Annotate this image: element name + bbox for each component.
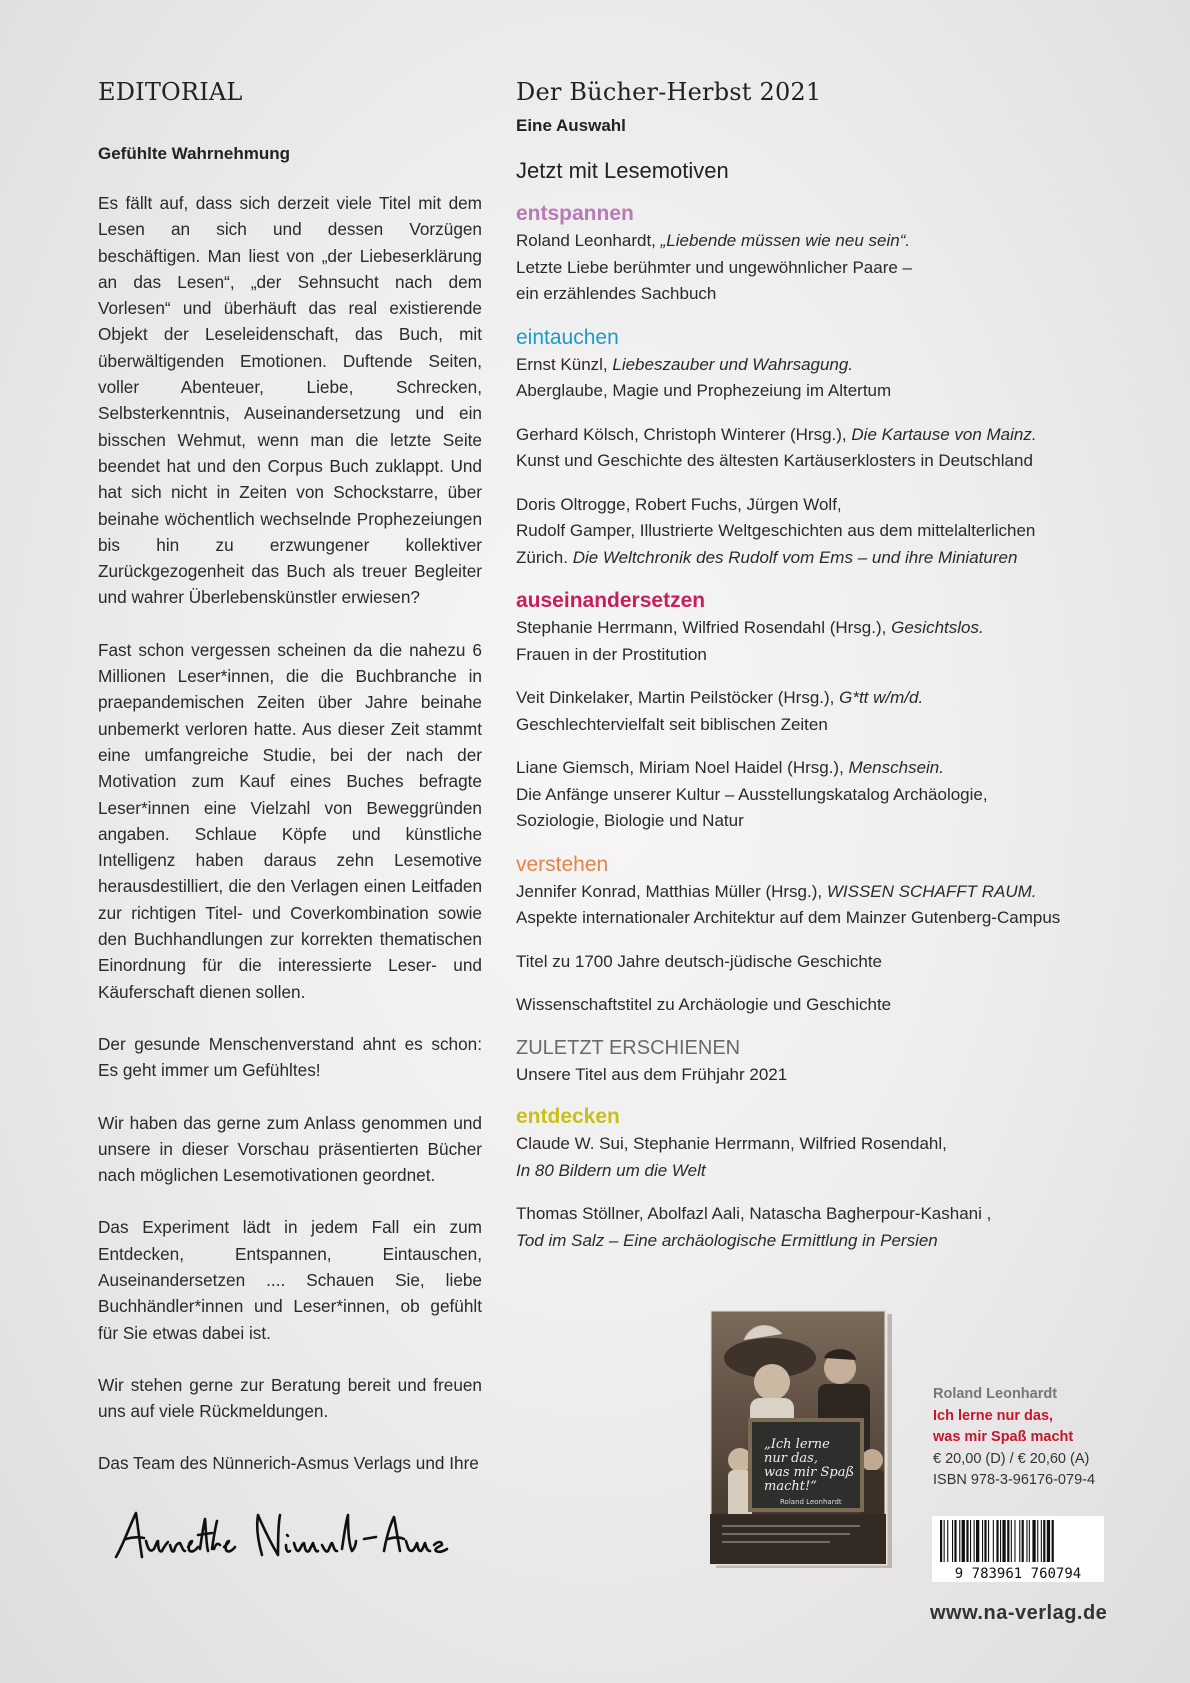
featured-book-title-line1: Ich lerne nur das, bbox=[933, 1407, 1054, 1424]
editorial-paragraph-6: Wir stehen gerne zur Beratung bereit und freuen uns auf viele Rückmeldungen. bbox=[98, 1374, 482, 1422]
category-eintauchen: eintauchen bbox=[516, 325, 619, 349]
book-entry bbox=[516, 492, 1116, 572]
book-authors: Stephanie Herrmann, Wilfried Rosendahl (Hrsg.), bbox=[516, 618, 892, 637]
featured-book-price: € 20,00 (D) / € 20,60 (A) bbox=[933, 1450, 1090, 1467]
cover-text-line: nur das, bbox=[764, 1451, 818, 1466]
signature bbox=[112, 1505, 482, 1572]
book-title: Liebeszauber und Wahrsagung. bbox=[612, 354, 854, 374]
book-subtitle: Letzte Liebe berühmter und ungewöhnlicher Paare – bbox=[516, 257, 912, 277]
book-cover bbox=[710, 1310, 892, 1568]
book-title: Die Kartause von Mainz. bbox=[851, 424, 1037, 444]
book-entry: Titel zu 1700 Jahre deutsch-jüdische Geschichte bbox=[516, 951, 883, 971]
book-title: Gesichtslos. bbox=[891, 618, 984, 637]
zuletzt-text: Unsere Titel aus dem Frühjahr 2021 bbox=[516, 1064, 788, 1084]
category-auseinandersetzen: auseinandersetzen bbox=[516, 589, 706, 612]
cover-text-line: was mir Spaß bbox=[764, 1465, 855, 1480]
group-verstehen bbox=[516, 879, 1116, 1019]
book-entry bbox=[516, 1131, 1116, 1184]
book-entry bbox=[516, 352, 1116, 405]
isbn-barcode bbox=[932, 1516, 1104, 1582]
overview-heading-2: Jetzt mit Lesemotiven bbox=[516, 158, 729, 183]
book-entry bbox=[516, 879, 1116, 932]
book-subtitle: Aberglaube, Magie und Prophezeiung im Altertum bbox=[516, 381, 892, 400]
featured-book-title-line2: was mir Spaß macht bbox=[933, 1429, 1074, 1445]
cover-text-line: macht!“ bbox=[764, 1479, 817, 1494]
book-authors: Rudolf Gamper, Illustrierte Weltgeschichten aus dem mittelalterlichen bbox=[516, 521, 1036, 540]
book-title: WISSEN SCHAFFT RAUM. bbox=[826, 881, 1037, 901]
book-authors: Veit Dinkelaker, Martin Peilstöcker (Hrsg.), bbox=[516, 688, 840, 707]
book-title: Menschsein. bbox=[848, 758, 944, 777]
overview-column bbox=[516, 78, 1116, 1254]
book-title: Die Weltchronik des Rudolf vom Ems – und ihre Miniaturen bbox=[572, 547, 1018, 567]
book-title: G*tt w/m/d. bbox=[839, 688, 924, 707]
cover-text-line: „Ich lerne bbox=[764, 1437, 830, 1452]
barcode-number: 9 783961 760794 bbox=[954, 1566, 1082, 1582]
featured-book-author: Roland Leonhardt bbox=[933, 1386, 1058, 1402]
overview-heading: Der Bücher-Herbst 2021 bbox=[516, 78, 822, 106]
book-authors: Ernst Künzl, bbox=[516, 354, 613, 374]
book-authors: Claude W. Sui, Stephanie Herrmann, Wilfried Rosendahl, bbox=[516, 1134, 947, 1153]
book-subtitle: Soziologie, Biologie und Natur bbox=[516, 811, 744, 830]
book-authors: Doris Oltrogge, Robert Fuchs, Jürgen Wolf, bbox=[516, 494, 842, 514]
book-authors: Roland Leonhardt, bbox=[516, 231, 661, 250]
book-authors: Zürich. bbox=[516, 547, 573, 567]
cover-author: Roland Leonhardt bbox=[780, 1498, 842, 1506]
book-subtitle: Kunst und Geschichte des ältesten Kartäuserklosters in Deutschland bbox=[516, 451, 1033, 470]
editorial-paragraph-1: Es fällt auf, dass sich derzeit viele Titel mit dem Lesen an sich und dessen Vorzügen beschäftigen. Man liest von „der Liebeserklärung an das Lesen“, „der Sehnsucht nach dem Vorlesen“ und überhäuft das real existierende Objekt der Leseleidenschaft, das Buch, mit überwältigenden Emotionen. Duftende Seiten, voller Abenteuer, Liebe, Schrecken, Selbsterkenntnis, Auseinandersetzung und ein bisschen Wehmut, wenn man die letzte Seite beendet hat und den Corpus Buch zuklappt. Und hat sich nicht in Zeiten von Schockstarre, über beinahe wöchentlich wechselnde Prophezeiungen bis hin zu erzwungener kollektiver Zurückgezogenheit das Buch als treuer Begleiter und wahrer Überlebenskünstler erwiesen? bbox=[98, 193, 482, 608]
featured-book-info bbox=[933, 1384, 1095, 1492]
book-entry bbox=[516, 615, 1116, 668]
book-subtitle: Frauen in der Prostitution bbox=[516, 644, 707, 664]
book-title: Tod im Salz – Eine archäologische Ermittlung in Persien bbox=[516, 1230, 938, 1250]
editorial-column bbox=[98, 78, 482, 1572]
website-url[interactable]: www.na-verlag.de bbox=[930, 1602, 1108, 1624]
editorial-paragraph-5: Das Experiment lädt in jedem Fall ein zum Entdecken, Entspannen, Eintauschen, Auseinandersetzen .... Schauen Sie, liebe Buchhändler*innen und Leser*innen, ob gefühlt für Sie etwas dabei ist. bbox=[98, 1217, 482, 1343]
book-cover-image bbox=[710, 1310, 892, 1568]
book-subtitle: Aspekte internationaler Architektur auf dem Mainzer Gutenberg-Campus bbox=[516, 908, 1061, 927]
group-eintauchen bbox=[516, 352, 1116, 572]
group-entspannen bbox=[516, 228, 1116, 308]
barcode-graphic bbox=[932, 1516, 1104, 1582]
category-entdecken: entdecken bbox=[516, 1105, 620, 1128]
book-entry bbox=[516, 755, 1116, 835]
book-entry bbox=[516, 422, 1116, 475]
book-entry: Wissenschaftstitel zu Archäologie und Geschichte bbox=[516, 995, 892, 1014]
group-auseinandersetzen bbox=[516, 615, 1116, 835]
book-authors: Jennifer Konrad, Matthias Müller (Hrsg.), bbox=[516, 881, 827, 901]
signature-graphic bbox=[112, 1505, 452, 1567]
book-authors: Thomas Stöllner, Abolfazl Aali, Natascha Bagherpour-Kashani , bbox=[516, 1204, 992, 1223]
featured-book-isbn: ISBN 978-3-96176-079-4 bbox=[933, 1472, 1096, 1488]
editorial-paragraph-7: Das Team des Nünnerich-Asmus Verlags und Ihre bbox=[98, 1453, 479, 1474]
book-subtitle: Geschlechtervielfalt seit biblischen Zeiten bbox=[516, 714, 828, 734]
book-authors: Liane Giemsch, Miriam Noel Haidel (Hrsg.), bbox=[516, 758, 849, 777]
book-title: „Liebende müssen wie neu sein“. bbox=[660, 231, 911, 250]
book-entry bbox=[516, 1201, 1116, 1254]
book-authors: Gerhard Kölsch, Christoph Winterer (Hrsg.), bbox=[516, 424, 852, 444]
editorial-paragraph-4: Wir haben das gerne zum Anlass genommen und unsere in dieser Vorschau präsentierten Bücher nach möglichen Lesemotivationen geordnet. bbox=[98, 1112, 482, 1186]
book-title: In 80 Bildern um die Welt bbox=[516, 1160, 706, 1180]
book-entry bbox=[516, 228, 1116, 308]
group-entdecken bbox=[516, 1131, 1116, 1254]
book-subtitle: ein erzählendes Sachbuch bbox=[516, 284, 717, 303]
editorial-heading: EDITORIAL bbox=[98, 78, 243, 106]
book-entry bbox=[516, 685, 1116, 738]
editorial-paragraph-2: Fast schon vergessen scheinen da die nahezu 6 Millionen Leser*innen, die die Buchbranche in praepandemischen Zeiten über Jahre beinahe unbemerkt verloren hatte. Aus dieser Zeit stammt eine umfangreiche Studie, bei der nach der Motivation zum Kauf eines Buches befragte Leser*innen eine Vielzahl von Beweggründen angaben. Schlaue Köpfe und künstliche Intelligenz haben daraus zehn Lesemotive herausdestilliert, die den Verlagen einen Leitfaden zur richtigen Titel- und Coverkombination sowie den Buchhandlungen zur korrekten thematischen Einordnung für die interessierte Leser- und Käuferschaft dienen sollen. bbox=[98, 639, 482, 1002]
editorial-subheading: Gefühlte Wahrnehmung bbox=[98, 144, 291, 163]
editorial-paragraph-3: Der gesunde Menschenverstand ahnt es schon: Es geht immer um Gefühltes! bbox=[98, 1033, 482, 1081]
book-subtitle: Die Anfänge unserer Kultur – Ausstellungskatalog Archäologie, bbox=[516, 784, 988, 804]
category-verstehen: verstehen bbox=[516, 852, 609, 876]
category-entspannen: entspannen bbox=[516, 202, 634, 225]
category-zuletzt-erschienen: ZULETZT ERSCHIENEN bbox=[516, 1036, 741, 1059]
overview-subheading: Eine Auswahl bbox=[516, 116, 626, 135]
